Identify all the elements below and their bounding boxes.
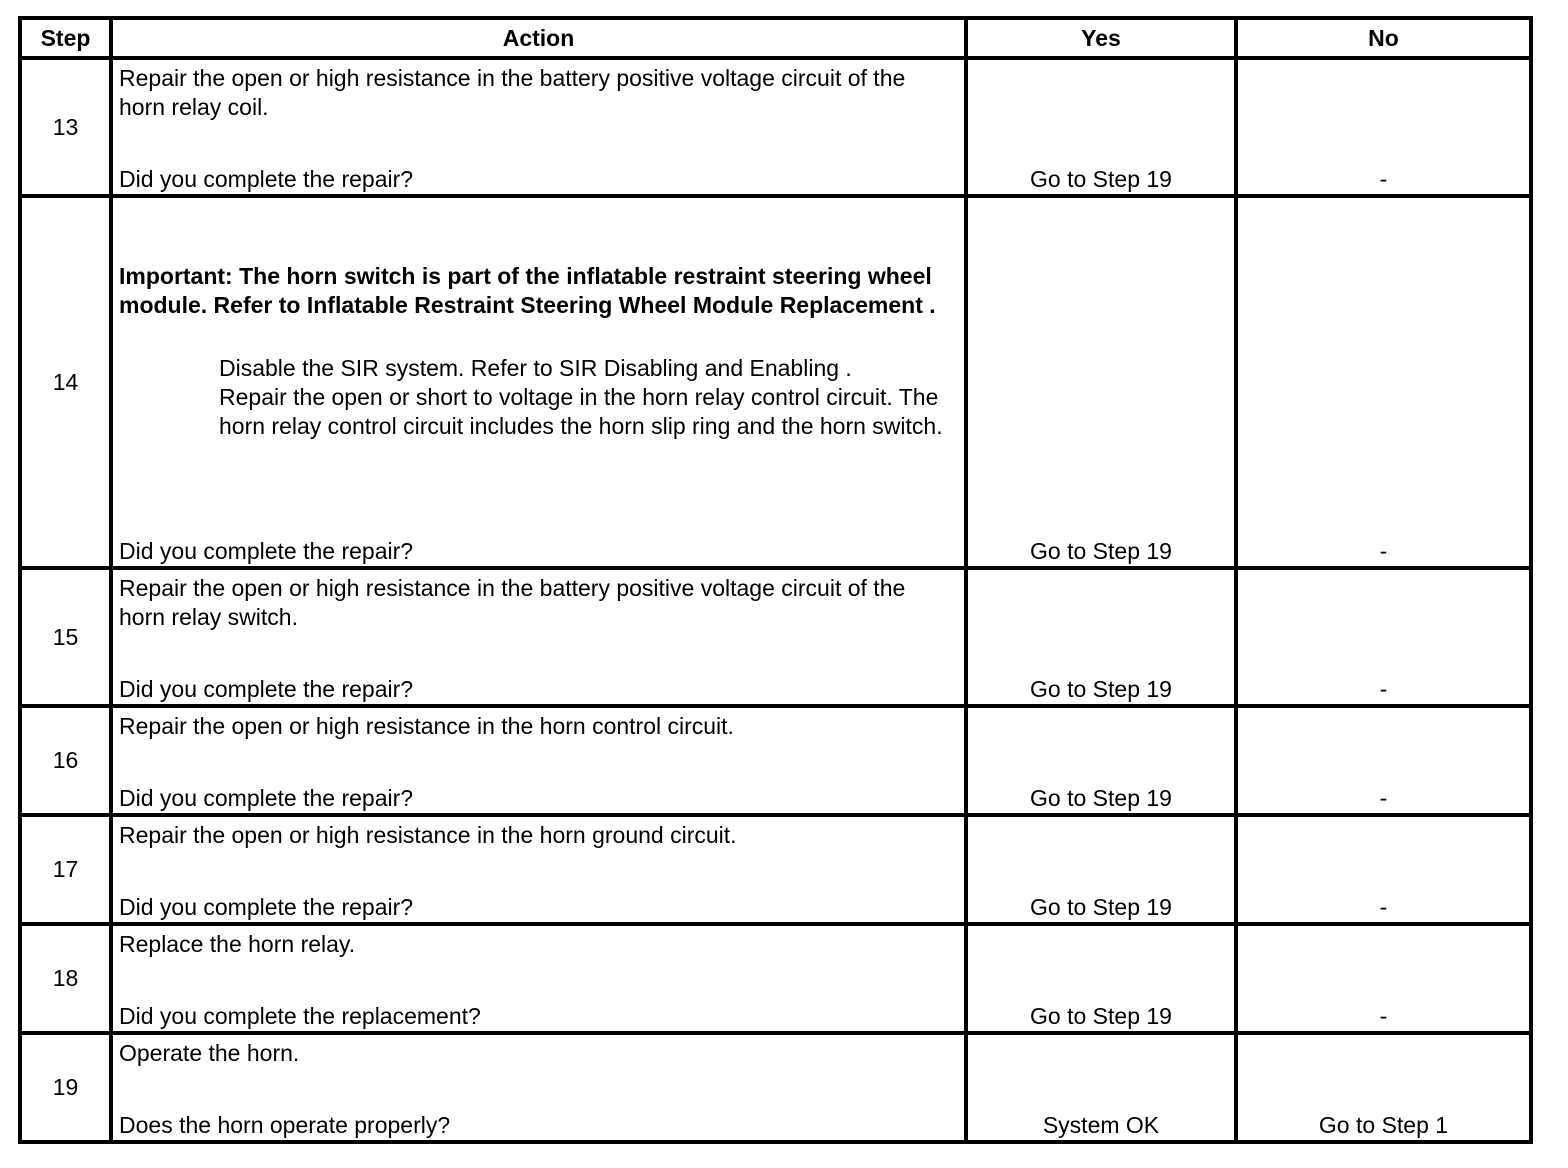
header-yes: Yes	[966, 18, 1236, 58]
question-text: Did you complete the repair?	[119, 676, 414, 702]
no-cell	[1236, 815, 1531, 924]
yes-text: Go to Step 19	[1030, 676, 1172, 702]
header-row	[20, 18, 1531, 58]
yes-text: Go to Step 19	[1030, 166, 1172, 192]
action-cell	[111, 924, 966, 1033]
no-text: -	[1379, 894, 1388, 920]
no-text: -	[1379, 538, 1388, 564]
sub-step-1: Disable the SIR system. Refer to SIR Disabling and Enabling .	[219, 355, 852, 381]
step-number: 18	[20, 924, 111, 1033]
yes-text: Go to Step 19	[1030, 894, 1172, 920]
question-text: Did you complete the replacement?	[119, 1003, 481, 1029]
no-text: -	[1379, 1003, 1388, 1029]
yes-cell	[966, 1033, 1236, 1142]
step-number: 13	[20, 58, 111, 196]
step-number: 15	[20, 568, 111, 706]
no-text: -	[1379, 785, 1388, 811]
no-text: -	[1379, 166, 1388, 192]
no-text: Go to Step 1	[1318, 1112, 1449, 1138]
no-cell	[1236, 196, 1531, 568]
important-note: Important: The horn switch is part of the inflatable restraint steering wheel module. Refer to Inflatable Restraint Steering Wheel Module Replacement .	[119, 263, 936, 318]
action-text: Repair the open or high resistance in the battery positive voltage circuit of the horn relay switch.	[119, 575, 906, 630]
step-number: 17	[20, 815, 111, 924]
table-row	[20, 1033, 1531, 1142]
yes-cell	[966, 706, 1236, 815]
action-cell	[111, 58, 966, 196]
step-number: 19	[20, 1033, 111, 1142]
yes-text: Go to Step 19	[1030, 538, 1172, 564]
table-row	[20, 196, 1531, 568]
table-row	[20, 924, 1531, 1033]
yes-text: Go to Step 19	[1030, 1003, 1172, 1029]
header-no: No	[1236, 18, 1531, 58]
no-cell	[1236, 1033, 1531, 1142]
table-row	[20, 815, 1531, 924]
table-row	[20, 706, 1531, 815]
no-cell	[1236, 58, 1531, 196]
yes-cell	[966, 924, 1236, 1033]
yes-cell	[966, 568, 1236, 706]
question-text: Did you complete the repair?	[119, 538, 414, 564]
action-cell	[111, 568, 966, 706]
header-action: Action	[111, 18, 966, 58]
question-text: Did you complete the repair?	[119, 894, 414, 920]
no-cell	[1236, 924, 1531, 1033]
action-text: Replace the horn relay.	[119, 931, 356, 957]
no-cell	[1236, 568, 1531, 706]
yes-text: System OK	[1042, 1112, 1160, 1138]
action-cell	[111, 706, 966, 815]
action-text: Repair the open or high resistance in the horn control circuit.	[119, 713, 734, 739]
table-row	[20, 58, 1531, 196]
no-cell	[1236, 706, 1531, 815]
procedure-table	[18, 16, 1533, 1144]
question-text: Does the horn operate properly?	[119, 1112, 451, 1138]
step-number: 16	[20, 706, 111, 815]
step-number: 14	[20, 196, 111, 568]
yes-cell	[966, 815, 1236, 924]
yes-cell	[966, 196, 1236, 568]
table-row	[20, 568, 1531, 706]
action-text: Repair the open or high resistance in the battery positive voltage circuit of the horn relay coil.	[119, 65, 906, 120]
header-step: Step	[20, 18, 111, 58]
action-text: Operate the horn.	[119, 1040, 300, 1066]
action-cell	[111, 196, 966, 568]
question-text: Did you complete the repair?	[119, 166, 414, 192]
yes-cell	[966, 58, 1236, 196]
no-text: -	[1379, 676, 1388, 702]
question-text: Did you complete the repair?	[119, 785, 414, 811]
yes-text: Go to Step 19	[1030, 785, 1172, 811]
sub-step-2: Repair the open or short to voltage in the horn relay control circuit. The horn relay control circuit includes the horn slip ring and the horn switch.	[219, 384, 943, 439]
action-cell	[111, 1033, 966, 1142]
action-text: Repair the open or high resistance in the horn ground circuit.	[119, 822, 737, 848]
action-cell	[111, 815, 966, 924]
